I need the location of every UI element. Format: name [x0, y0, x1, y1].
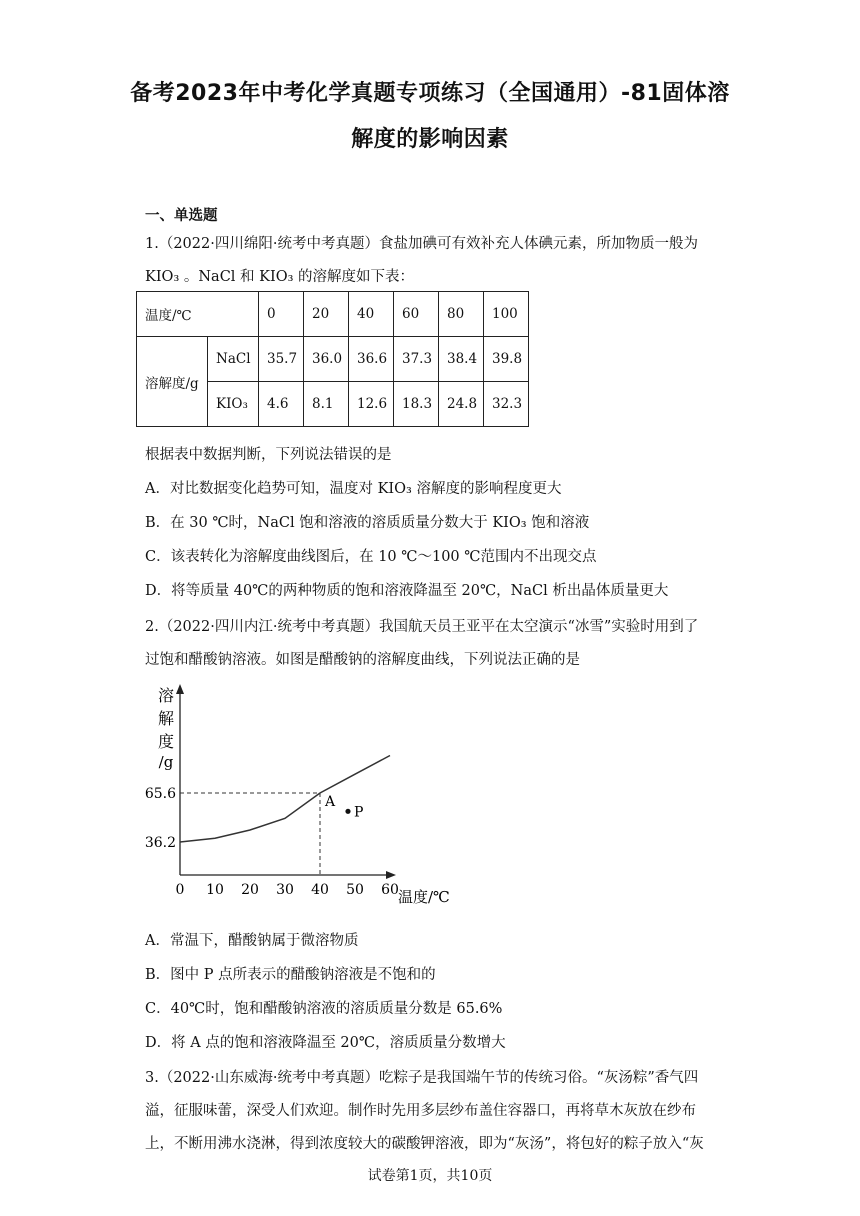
y-tick-label: 36.2	[144, 835, 176, 851]
guide-lines	[180, 793, 320, 875]
table-value-cell: 18.3	[394, 382, 439, 427]
q2-option-d: D．将 A 点的饱和溶液降温至 20℃，溶质质量分数增大	[145, 1035, 506, 1051]
table-temp-cell: 40	[349, 292, 394, 337]
q3-line1: 3.（2022·山东威海·统考中考真题）吃粽子是我国端午节的传统习俗。“灰汤粽”香气四	[145, 1070, 699, 1086]
document-title-line2: 解度的影响因素	[351, 127, 509, 152]
point-marker-p	[345, 809, 350, 814]
q1-option-c: C．该表转化为溶解度曲线图后，在 10 ℃～100 ℃范围内不出现交点	[145, 549, 597, 565]
q1-option-d: D．将等质量 40℃的两种物质的饱和溶液降温至 20℃，NaCl 析出晶体质量更大	[145, 583, 669, 599]
y-axis-title-char: 溶	[157, 686, 175, 705]
table-row-group-label: 溶解度/g	[137, 337, 208, 427]
q2-stem-line1: 2.（2022·四川内江·统考中考真题）我国航天员王亚平在太空演示“冰雪”实验时用到了	[145, 619, 699, 635]
y-axis-title-char: 解	[157, 709, 175, 728]
y-axis-title	[158, 686, 174, 771]
table-value-cell: 39.8	[484, 337, 529, 382]
table-value-cell: 4.6	[259, 382, 304, 427]
q2-option-a: A．常温下，醋酸钠属于微溶物质	[145, 933, 359, 949]
table-value-cell: 38.4	[439, 337, 484, 382]
y-tick-labels	[145, 786, 176, 851]
x-tick-label: 60	[381, 882, 399, 898]
table-value-cell: 12.6	[349, 382, 394, 427]
x-tick-label: 40	[311, 882, 329, 898]
page-footer: 试卷第1页，共10页	[367, 1168, 493, 1184]
point-label-p: P	[354, 804, 364, 821]
x-tick-label: 10	[206, 882, 224, 898]
table-value-cell: 35.7	[259, 337, 304, 382]
q2-option-c: C．40℃时，饱和醋酸钠溶液的溶质质量分数是 65.6%	[145, 1001, 503, 1017]
x-tick-labels	[176, 882, 399, 898]
table-value-cell: 36.6	[349, 337, 394, 382]
document-title-line1: 备考2023年中考化学真题专项练习（全国通用）-81固体溶	[130, 81, 730, 106]
y-tick-label: 65.6	[144, 786, 176, 802]
q1-option-b: B．在 30 ℃时，NaCl 饱和溶液的溶质质量分数大于 KIO₃ 饱和溶液	[145, 515, 590, 531]
q3-line3: 上，不断用沸水浇淋，得到浓度较大的碳酸钾溶液，即为“灰汤”，将包好的粽子放入“灰	[145, 1136, 704, 1152]
table-value-cell: 8.1	[304, 382, 349, 427]
x-axis-arrow	[386, 871, 396, 879]
table-substance-cell: KIO₃	[208, 382, 259, 427]
table-header-label: 温度/℃	[137, 292, 259, 337]
table-substance-cell: NaCl	[208, 337, 259, 382]
x-tick-label: 50	[346, 882, 364, 898]
q1-prompt: 根据表中数据判断，下列说法错误的是	[145, 447, 392, 463]
solubility-curve-chart	[140, 680, 470, 910]
x-axis-title: 温度/℃	[398, 888, 450, 906]
solubility-curve	[180, 756, 390, 843]
y-axis-title-char: 度	[157, 732, 175, 751]
q1-stem-line2: KIO₃ 。NaCl 和 KIO₃ 的溶解度如下表：	[145, 269, 415, 285]
solubility-table	[136, 291, 529, 427]
table-temp-cell: 100	[484, 292, 529, 337]
table-value-cell: 32.3	[484, 382, 529, 427]
x-tick-label: 20	[241, 882, 259, 898]
marked-points	[324, 794, 363, 820]
table-row	[137, 292, 529, 337]
q1-option-a: A．对比数据变化趋势可知，温度对 KIO₃ 溶解度的影响程度更大	[145, 481, 562, 497]
x-tick-label: 30	[276, 882, 294, 898]
q2-stem-line2: 过饱和醋酸钠溶液。如图是醋酸钠的溶解度曲线，下列说法正确的是	[145, 652, 580, 668]
table-value-cell: 36.0	[304, 337, 349, 382]
table-temp-cell: 20	[304, 292, 349, 337]
section-heading: 一、单选题	[145, 208, 218, 224]
y-axis-arrow	[176, 684, 184, 694]
q2-option-b: B．图中 P 点所表示的醋酸钠溶液是不饱和的	[145, 967, 436, 983]
x-tick-label: 0	[175, 882, 185, 898]
table-value-cell: 24.8	[439, 382, 484, 427]
table-row	[137, 337, 529, 382]
y-axis-title-char: /g	[158, 753, 174, 771]
point-label-a: A	[325, 794, 336, 810]
q1-stem-line1: 1.（2022·四川绵阳·统考中考真题）食盐加碘可有效补充人体碘元素，所加物质一般为	[145, 236, 698, 252]
q3-line2: 溢，征服味蕾，深受人们欢迎。制作时先用多层纱布盖住容器口，再将草木灰放在纱布	[145, 1103, 696, 1119]
table-temp-cell: 80	[439, 292, 484, 337]
table-temp-cell: 0	[259, 292, 304, 337]
table-value-cell: 37.3	[394, 337, 439, 382]
table-temp-cell: 60	[394, 292, 439, 337]
